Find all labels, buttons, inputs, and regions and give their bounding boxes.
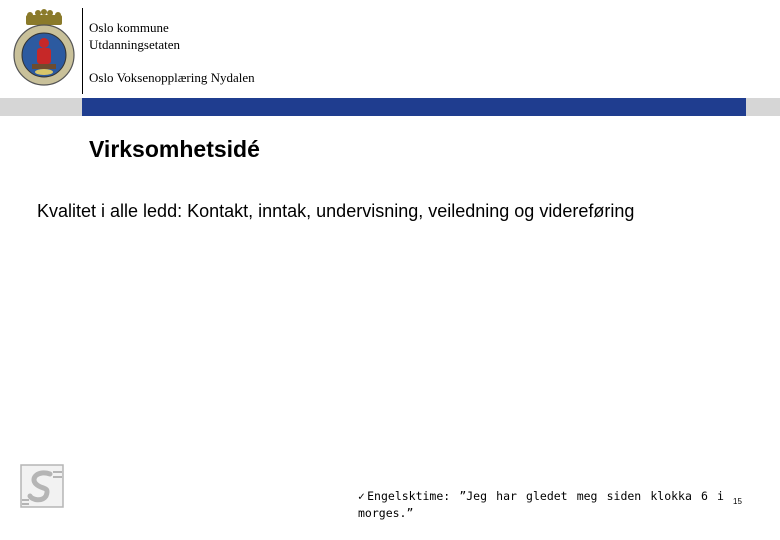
checkmark-icon: ✓ xyxy=(358,489,368,503)
header-divider xyxy=(82,8,83,94)
quote-bullet xyxy=(358,488,724,522)
header-bar-blue xyxy=(82,98,746,116)
slide-subtitle: Kvalitet i alle ledd: Kontakt, inntak, undervisning, veiledning og videreføring xyxy=(37,201,635,221)
oslo-voksenopplaering-logo-icon xyxy=(20,464,64,508)
org-name-line1: Oslo kommune xyxy=(89,20,169,35)
org-name-line2: Utdanningsetaten xyxy=(89,37,180,52)
slide-title: Virksomhetsidé xyxy=(89,136,260,162)
oslo-coat-of-arms-icon xyxy=(12,9,76,89)
department-name: Oslo Voksenopplæring Nydalen xyxy=(89,70,255,85)
quote-text: Engelsktime: ”Jeg har gledet meg siden klokka 6 i morges.” xyxy=(358,489,724,520)
page-number: 15 xyxy=(733,497,742,506)
